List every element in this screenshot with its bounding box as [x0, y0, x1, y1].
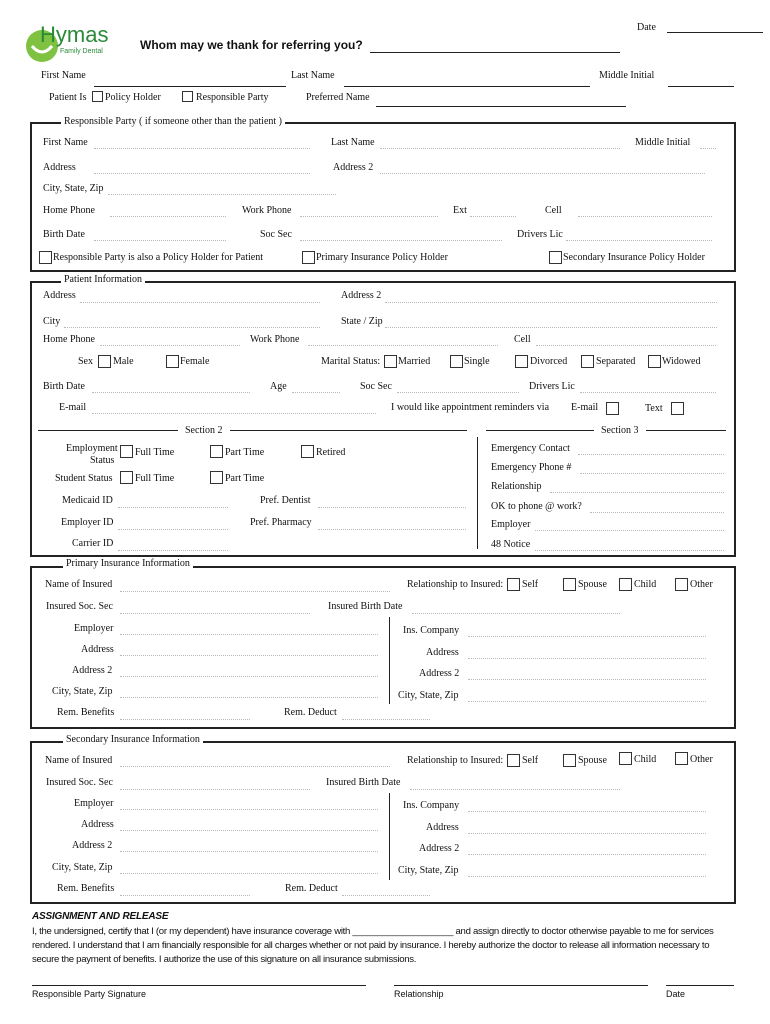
pri-ins-address-label: Address — [426, 647, 459, 658]
signature-date-label: Date — [666, 989, 686, 999]
sec-city-state-zip-label: City, State, Zip — [52, 862, 113, 873]
pri-city-state-zip-field[interactable] — [120, 697, 378, 698]
responsible-party-legend: Responsible Party ( if someone other than the patient ) — [61, 116, 285, 128]
sec-child-label: Child — [634, 754, 657, 765]
sec-rem-benefits-field[interactable] — [120, 895, 250, 896]
rp-ext-field[interactable] — [470, 216, 516, 217]
sec-ins-company-label: Ins. Company — [403, 800, 460, 811]
pi-emp-retired-label: Retired — [316, 447, 346, 458]
pi-age-field[interactable] — [292, 392, 340, 393]
middle-initial-label: Middle Initial — [599, 70, 655, 81]
logo-sub: Family Dental — [60, 48, 103, 55]
responsible-party-section — [30, 122, 736, 272]
rp-city-state-zip-label: City, State, Zip — [43, 183, 104, 194]
pri-self-checkbox[interactable] — [507, 578, 520, 591]
pi-relationship-label: Relationship — [491, 481, 542, 492]
pi-48-notice-field[interactable] — [535, 550, 724, 551]
pi-reminder-email-checkbox[interactable] — [606, 402, 619, 415]
rp-last-name-field[interactable] — [380, 148, 620, 149]
rp-first-name-field[interactable] — [94, 148, 310, 149]
primary-insurance-legend: Primary Insurance Information — [63, 558, 193, 570]
pi-ok-to-phone-field[interactable] — [590, 512, 724, 513]
rp-soc-sec-field[interactable] — [300, 240, 502, 241]
pi-single-label: Single — [464, 356, 490, 367]
pi-address-field[interactable] — [80, 302, 320, 303]
sec-address2-field[interactable] — [120, 851, 378, 852]
pri-child-checkbox[interactable] — [619, 578, 632, 591]
pi-marital-status-label: Marital Status: — [321, 356, 381, 367]
pi-emergency-phone-label: Emergency Phone # — [491, 462, 572, 473]
pi-single-checkbox[interactable] — [450, 355, 463, 368]
pi-address-label: Address — [43, 290, 76, 301]
pi-work-phone-field[interactable] — [308, 345, 498, 346]
pri-other-checkbox[interactable] — [675, 578, 688, 591]
sec-soc-sec-label: Insured Soc. Sec — [46, 777, 113, 788]
sec-ins-address2-field[interactable] — [468, 854, 706, 855]
sec-birth-date-field[interactable] — [410, 789, 620, 790]
pi-address2-field[interactable] — [385, 302, 717, 303]
sec-spouse-checkbox[interactable] — [563, 754, 576, 767]
sec-address-label: Address — [81, 819, 114, 830]
sec-self-label: Self — [522, 755, 539, 766]
pi-stu-full-time-label: Full Time — [135, 473, 175, 484]
patient-is-label: Patient Is — [49, 92, 87, 103]
pi-pref-pharmacy-label: Pref. Pharmacy — [250, 517, 312, 528]
section2-label: Section 2 — [185, 425, 223, 436]
pi-home-phone-field[interactable] — [100, 345, 240, 346]
pi-carrier-id-label: Carrier ID — [72, 538, 114, 549]
pi-home-phone-label: Home Phone — [43, 334, 95, 345]
first-name-field[interactable] — [94, 86, 286, 87]
referral-field[interactable] — [370, 52, 620, 53]
rp-ext-label: Ext — [453, 205, 467, 216]
rp-first-name-label: First Name — [43, 137, 88, 148]
pi-reminder-text-label: Text — [645, 403, 663, 414]
pi-emergency-contact-label: Emergency Contact — [491, 443, 570, 454]
sec-rem-deduct-field[interactable] — [342, 895, 430, 896]
rp-address-label: Address — [43, 162, 76, 173]
section-divider — [477, 437, 478, 549]
pi-male-checkbox[interactable] — [98, 355, 111, 368]
rp-address-field[interactable] — [94, 173, 310, 174]
rp-birth-date-label: Birth Date — [43, 229, 85, 240]
pri-address-label: Address — [81, 644, 114, 655]
assignment-heading: ASSIGNMENT AND RELEASE — [32, 911, 169, 922]
sec-name-of-insured-field[interactable] — [120, 766, 390, 767]
pi-emp-full-time-checkbox[interactable] — [120, 445, 133, 458]
rp-home-phone-field[interactable] — [110, 216, 226, 217]
pri-birth-date-field[interactable] — [412, 613, 620, 614]
pri-ins-address2-field[interactable] — [468, 679, 706, 680]
section3-rule-right — [646, 430, 726, 431]
patient-information-section — [30, 281, 736, 557]
rp-work-phone-label: Work Phone — [242, 205, 292, 216]
pri-rem-benefits-field[interactable] — [120, 719, 250, 720]
sec-rem-deduct-label: Rem. Deduct — [285, 883, 338, 894]
pi-ok-to-phone-label: OK to phone @ work? — [491, 501, 582, 512]
pi-pref-pharmacy-field[interactable] — [318, 529, 466, 530]
relationship-line[interactable] — [394, 985, 648, 986]
sec-soc-sec-field[interactable] — [120, 789, 310, 790]
sec-city-state-zip-field[interactable] — [120, 873, 378, 874]
pri-employer-field[interactable] — [120, 634, 378, 635]
patient-information-legend: Patient Information — [61, 274, 145, 286]
pi-birth-date-field[interactable] — [92, 392, 250, 393]
pi-emergency-phone-field[interactable] — [580, 473, 724, 474]
rp-middle-initial-field[interactable] — [700, 148, 716, 149]
sec-address2-label: Address 2 — [72, 840, 113, 851]
pri-spouse-label: Spouse — [578, 579, 607, 590]
pri-ins-company-field[interactable] — [468, 636, 706, 637]
pri-ins-city-state-zip-field[interactable] — [468, 701, 706, 702]
pi-stu-part-time-checkbox[interactable] — [210, 471, 223, 484]
pi-state-zip-field[interactable] — [385, 327, 717, 328]
sec-child-checkbox[interactable] — [619, 752, 632, 765]
pi-age-label: Age — [270, 381, 287, 392]
referral-question: Whom may we thank for referring you? — [140, 38, 363, 52]
pi-carrier-id-field[interactable] — [118, 550, 228, 551]
pi-widowed-checkbox[interactable] — [648, 355, 661, 368]
preferred-name-label: Preferred Name — [306, 92, 370, 103]
first-name-label: First Name — [41, 70, 86, 81]
rp-cell-field[interactable] — [578, 216, 712, 217]
pi-medicaid-id-field[interactable] — [118, 507, 228, 508]
pi-reminder-text-checkbox[interactable] — [671, 402, 684, 415]
pi-employer-label: Employer — [491, 519, 531, 530]
sec-birth-date-label: Insured Birth Date — [326, 777, 401, 788]
rp-primary-holder-checkbox[interactable] — [302, 251, 315, 264]
assignment-text: I, the undersigned, certify that I (or my dependent) have insurance coverage with ____________________ and assign directly to doctor otherwise payable to me for services rendered. I understand that I am financially responsible for all charges whether or not paid by insurance. I hereby authorize the doctor to release all information necessary to secure the payment of benefits. I authorize the use of this signature on all insurance submissions. — [32, 926, 714, 965]
pi-employer-id-field[interactable] — [118, 529, 228, 530]
rp-cell-label: Cell — [545, 205, 562, 216]
pri-address2-field[interactable] — [120, 676, 378, 677]
sec-ins-city-state-zip-label: City, State, Zip — [398, 865, 459, 876]
section3-label: Section 3 — [601, 425, 639, 436]
sec-self-checkbox[interactable] — [507, 754, 520, 767]
pri-child-label: Child — [634, 579, 657, 590]
rp-address2-label: Address 2 — [333, 162, 374, 173]
sec-name-of-insured-label: Name of Insured — [45, 755, 113, 766]
rp-drivers-lic-label: Drivers Lic — [517, 229, 563, 240]
pi-medicaid-id-label: Medicaid ID — [62, 495, 113, 506]
pri-address2-label: Address 2 — [72, 665, 113, 676]
pi-divorced-checkbox[interactable] — [515, 355, 528, 368]
responsible-party-label: Responsible Party — [196, 92, 269, 103]
sec-ins-city-state-zip-field[interactable] — [468, 876, 706, 877]
pi-reminder-email-label: E-mail — [571, 402, 599, 413]
pi-relationship-field[interactable] — [550, 492, 724, 493]
pri-employer-label: Employer — [74, 623, 114, 634]
pri-ins-address-field[interactable] — [468, 658, 706, 659]
pi-address2-label: Address 2 — [341, 290, 382, 301]
pri-divider — [389, 617, 390, 704]
signature-line[interactable] — [32, 985, 366, 986]
sec-ins-address-label: Address — [426, 822, 459, 833]
rp-birth-date-field[interactable] — [94, 240, 226, 241]
pri-birth-date-label: Insured Birth Date — [328, 601, 403, 612]
pi-drivers-lic-field[interactable] — [580, 392, 716, 393]
section3-rule-left — [486, 430, 594, 431]
logo — [24, 22, 119, 67]
rp-secondary-holder-checkbox[interactable] — [549, 251, 562, 264]
header-date-label: Date — [637, 22, 656, 33]
rp-last-name-label: Last Name — [331, 137, 375, 148]
pri-relationship-label: Relationship to Insured: — [407, 579, 504, 590]
pi-separated-checkbox[interactable] — [581, 355, 594, 368]
rp-also-policy-holder-label: Responsible Party is also a Policy Holder for Patient — [53, 252, 263, 263]
pi-email-field[interactable] — [92, 413, 376, 414]
pi-pref-dentist-label: Pref. Dentist — [260, 495, 311, 506]
pi-female-label: Female — [180, 356, 210, 367]
pri-spouse-checkbox[interactable] — [563, 578, 576, 591]
pri-name-of-insured-label: Name of Insured — [45, 579, 113, 590]
pi-birth-date-label: Birth Date — [43, 381, 85, 392]
pi-emergency-contact-field[interactable] — [578, 454, 724, 455]
pri-rem-deduct-label: Rem. Deduct — [284, 707, 337, 718]
sec-other-checkbox[interactable] — [675, 752, 688, 765]
rp-drivers-lic-field[interactable] — [566, 240, 712, 241]
signature-label: Responsible Party Signature — [32, 989, 147, 999]
sec-spouse-label: Spouse — [578, 755, 607, 766]
rp-soc-sec-label: Soc Sec — [260, 229, 292, 240]
policy-holder-checkbox[interactable] — [92, 91, 103, 102]
pi-married-checkbox[interactable] — [384, 355, 397, 368]
signature-date-line[interactable] — [666, 985, 734, 986]
pi-widowed-label: Widowed — [662, 356, 701, 367]
pi-employer-field[interactable] — [535, 530, 724, 531]
pi-emp-retired-checkbox[interactable] — [301, 445, 314, 458]
pri-city-state-zip-label: City, State, Zip — [52, 686, 113, 697]
pri-address-field[interactable] — [120, 655, 378, 656]
pri-soc-sec-label: Insured Soc. Sec — [46, 601, 113, 612]
pi-soc-sec-label: Soc Sec — [360, 381, 392, 392]
header-date-field[interactable] — [667, 32, 763, 33]
pi-female-checkbox[interactable] — [166, 355, 179, 368]
pi-student-status-label: Student Status — [55, 473, 113, 484]
pi-emp-full-time-label: Full Time — [135, 447, 175, 458]
pi-employer-id-label: Employer ID — [61, 517, 114, 528]
pi-drivers-lic-label: Drivers Lic — [529, 381, 575, 392]
sec-rem-benefits-label: Rem. Benefits — [57, 883, 115, 894]
pi-48-notice-label: 48 Notice — [491, 539, 531, 550]
middle-initial-field[interactable] — [668, 86, 734, 87]
rp-secondary-holder-label: Secondary Insurance Policy Holder — [563, 252, 705, 263]
rp-middle-initial-label: Middle Initial — [635, 137, 691, 148]
policy-holder-label: Policy Holder — [105, 92, 161, 103]
pri-rem-benefits-label: Rem. Benefits — [57, 707, 115, 718]
pri-other-label: Other — [690, 579, 713, 590]
section2-rule-right — [230, 430, 467, 431]
pri-ins-company-label: Ins. Company — [403, 625, 460, 636]
sec-other-label: Other — [690, 754, 713, 765]
sec-ins-company-field[interactable] — [468, 811, 706, 812]
pi-employment-label-2: Status — [90, 455, 115, 466]
pi-city-label: City — [43, 316, 61, 327]
pri-rem-deduct-field[interactable] — [342, 719, 430, 720]
last-name-field[interactable] — [344, 86, 590, 87]
rp-primary-holder-label: Primary Insurance Policy Holder — [316, 252, 448, 263]
sec-employer-label: Employer — [74, 798, 114, 809]
pri-soc-sec-field[interactable] — [120, 613, 310, 614]
rp-also-policy-holder-checkbox[interactable] — [39, 251, 52, 264]
section2-rule-left — [38, 430, 178, 431]
pi-separated-label: Separated — [596, 356, 636, 367]
last-name-label: Last Name — [291, 70, 335, 81]
relationship-label: Relationship — [394, 989, 444, 999]
responsible-party-checkbox[interactable] — [182, 91, 193, 102]
preferred-name-field[interactable] — [376, 106, 626, 107]
pri-name-of-insured-field[interactable] — [120, 591, 390, 592]
sec-relationship-label: Relationship to Insured: — [407, 755, 504, 766]
sec-employer-field[interactable] — [120, 809, 378, 810]
pi-male-label: Male — [113, 356, 134, 367]
sec-ins-address-field[interactable] — [468, 833, 706, 834]
pi-stu-part-time-label: Part Time — [225, 473, 265, 484]
rp-address2-field[interactable] — [380, 173, 705, 174]
pi-email-label: E-mail — [59, 402, 87, 413]
sec-ins-address2-label: Address 2 — [419, 843, 460, 854]
pi-emp-part-time-checkbox[interactable] — [210, 445, 223, 458]
pi-cell-field[interactable] — [536, 345, 716, 346]
pi-city-field[interactable] — [64, 327, 320, 328]
pi-pref-dentist-field[interactable] — [318, 507, 466, 508]
pi-married-label: Married — [398, 356, 431, 367]
rp-work-phone-field[interactable] — [300, 216, 438, 217]
pi-emp-part-time-label: Part Time — [225, 447, 265, 458]
pi-divorced-label: Divorced — [530, 356, 568, 367]
pi-cell-label: Cell — [514, 334, 531, 345]
sec-divider — [389, 793, 390, 880]
pi-state-zip-label: State / Zip — [341, 316, 383, 327]
pi-sex-label: Sex — [78, 356, 93, 367]
rp-home-phone-label: Home Phone — [43, 205, 95, 216]
pi-stu-full-time-checkbox[interactable] — [120, 471, 133, 484]
pi-work-phone-label: Work Phone — [250, 334, 300, 345]
pi-soc-sec-field[interactable] — [397, 392, 519, 393]
logo-brand: Hymas — [40, 22, 109, 47]
pri-ins-address2-label: Address 2 — [419, 668, 460, 679]
rp-city-state-zip-field[interactable] — [108, 194, 336, 195]
sec-address-field[interactable] — [120, 830, 378, 831]
pi-reminders-label: I would like appointment reminders via — [391, 402, 550, 413]
secondary-insurance-legend: Secondary Insurance Information — [63, 734, 203, 746]
pri-self-label: Self — [522, 579, 539, 590]
pi-employment-label: Employment — [66, 443, 118, 454]
pri-ins-city-state-zip-label: City, State, Zip — [398, 690, 459, 701]
